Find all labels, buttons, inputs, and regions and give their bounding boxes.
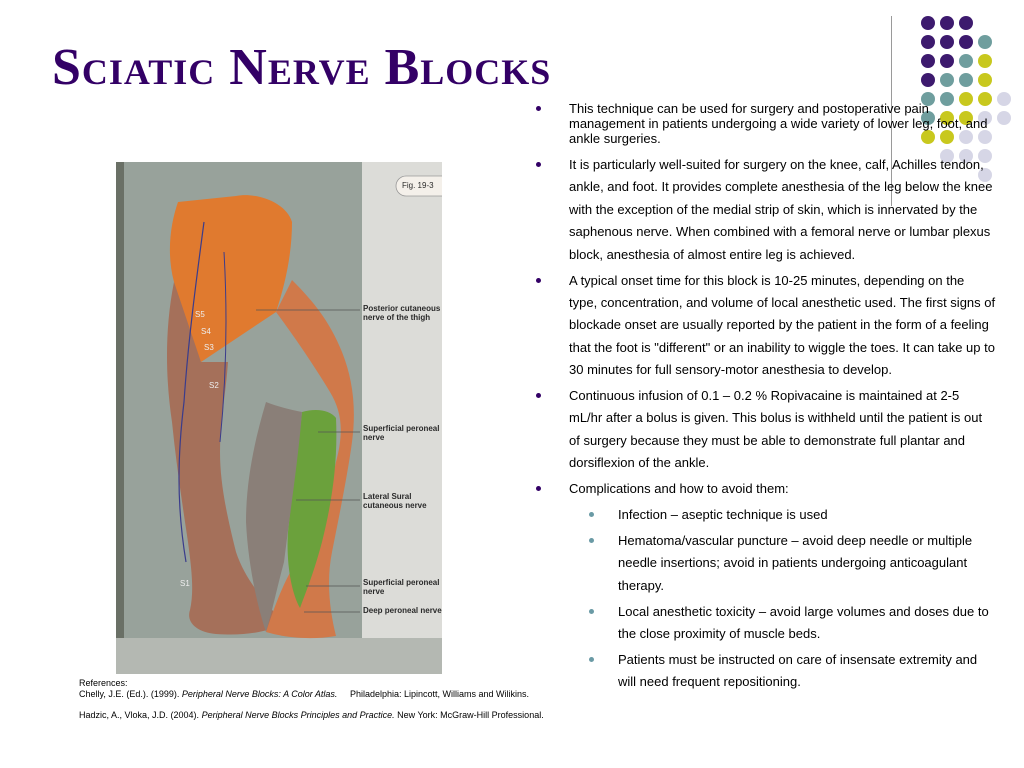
decorative-dot — [997, 111, 1011, 125]
bullet-item: A typical onset time for this block is 10-25 minutes, depending on the type, concentration, and volume of local anesthetic used. The first signs of blockade onset are usually reported by the patient in the form of a feeling that the foot is "different" or an inability to wiggle the toes. It can take up to 30 minutes for full sensory-motor anesthesia to develop. — [534, 270, 996, 382]
bullet-item: Continuous infusion of 0.1 – 0.2 % Ropivacaine is maintained at 2-5 mL/hr after a bolus is given. This bolus is withheld until the patient is out of surgery because they must be able to demonstrate full plantar and dorsiflexion of the ankle. — [534, 385, 996, 475]
decorative-dot — [940, 35, 954, 49]
label-posterior-cutaneous: Posterior cutaneous nerve of the thigh — [363, 304, 441, 322]
decorative-dot — [921, 16, 935, 30]
decorative-dot — [921, 73, 935, 87]
leg-anatomy-drawing — [116, 162, 442, 674]
sub-bullet-item: Infection – aseptic technique is used — [534, 504, 996, 526]
label-lateral-sural: Lateral Sural cutaneous nerve — [363, 492, 427, 510]
decorative-dot — [959, 16, 973, 30]
decorative-dot — [978, 54, 992, 68]
decorative-dot — [997, 92, 1011, 106]
segment-s1: S1 — [180, 579, 190, 588]
segment-s4: S4 — [201, 327, 211, 336]
decorative-dot — [921, 54, 935, 68]
ref1-title: Peripheral Nerve Blocks: A Color Atlas. — [181, 689, 338, 699]
decorative-dot — [921, 35, 935, 49]
figure-number: Fig. 19-3 — [402, 181, 434, 190]
reference-1 — [79, 689, 549, 700]
ref2-authors: Hadzic, A., Vloka, J.D. (2004). — [79, 710, 202, 720]
sub-bullet-item: Patients must be instructed on care of insensate extremity and will need frequent repositioning. — [534, 649, 996, 694]
ref1-publisher: Philadelphia: Lipincott, Williams and Wilikins. — [337, 689, 530, 699]
sub-bullet-item: Local anesthetic toxicity – avoid large volumes and doses due to the close proximity of muscle beds. — [534, 601, 996, 646]
decorative-dot — [940, 16, 954, 30]
reference-2 — [79, 710, 549, 721]
segment-s3: S3 — [204, 343, 214, 352]
bullet-item: It is particularly well-suited for surgery on the knee, calf, Achilles tendon, ankle, and foot. It provides complete anesthesia of the leg below the knee with the exception of the medial strip of skin, which is innervated by the saphenous nerve. When combined with a femoral nerve or lumbar plexus block, anesthesia of almost entire leg is achieved. — [534, 154, 996, 266]
ref1-authors: Chelly, J.E. (Ed.). (1999). — [79, 689, 182, 699]
slide-title: Sciatic Nerve Blocks — [52, 39, 552, 96]
bullet-item: Complications and how to avoid them: — [534, 478, 996, 500]
ref2-title: Peripheral Nerve Blocks Principles and Practice. — [201, 710, 395, 720]
references-heading: References: — [79, 678, 128, 688]
label-superficial-peroneal-lower: Superficial peroneal nerve — [363, 578, 440, 596]
leg-nerve-illustration — [116, 162, 442, 674]
ref2-publisher: New York: McGraw-Hill Professional. — [394, 710, 544, 720]
decorative-dot — [940, 54, 954, 68]
decorative-dot — [959, 54, 973, 68]
decorative-dot — [940, 73, 954, 87]
label-deep-peroneal: Deep peroneal nerve — [363, 606, 442, 615]
decorative-dot — [978, 73, 992, 87]
decorative-dot — [959, 35, 973, 49]
decorative-dot — [959, 73, 973, 87]
segment-s5: S5 — [195, 310, 205, 319]
segment-s2: S2 — [209, 381, 219, 390]
sub-bullet-item: Hematoma/vascular puncture – avoid deep needle or multiple needle insertions; avoid in patients undergoing anticoagulant therapy. — [534, 530, 996, 597]
decorative-dot — [978, 35, 992, 49]
references — [79, 678, 549, 721]
label-superficial-peroneal-upper: Superficial peroneal nerve — [363, 424, 440, 442]
bullet-item: This technique can be used for surgery and postoperative pain management in patients undergoing a wide variety of lower leg, foot, and ankle surgeries. — [534, 101, 996, 146]
bullet-list — [534, 101, 996, 697]
